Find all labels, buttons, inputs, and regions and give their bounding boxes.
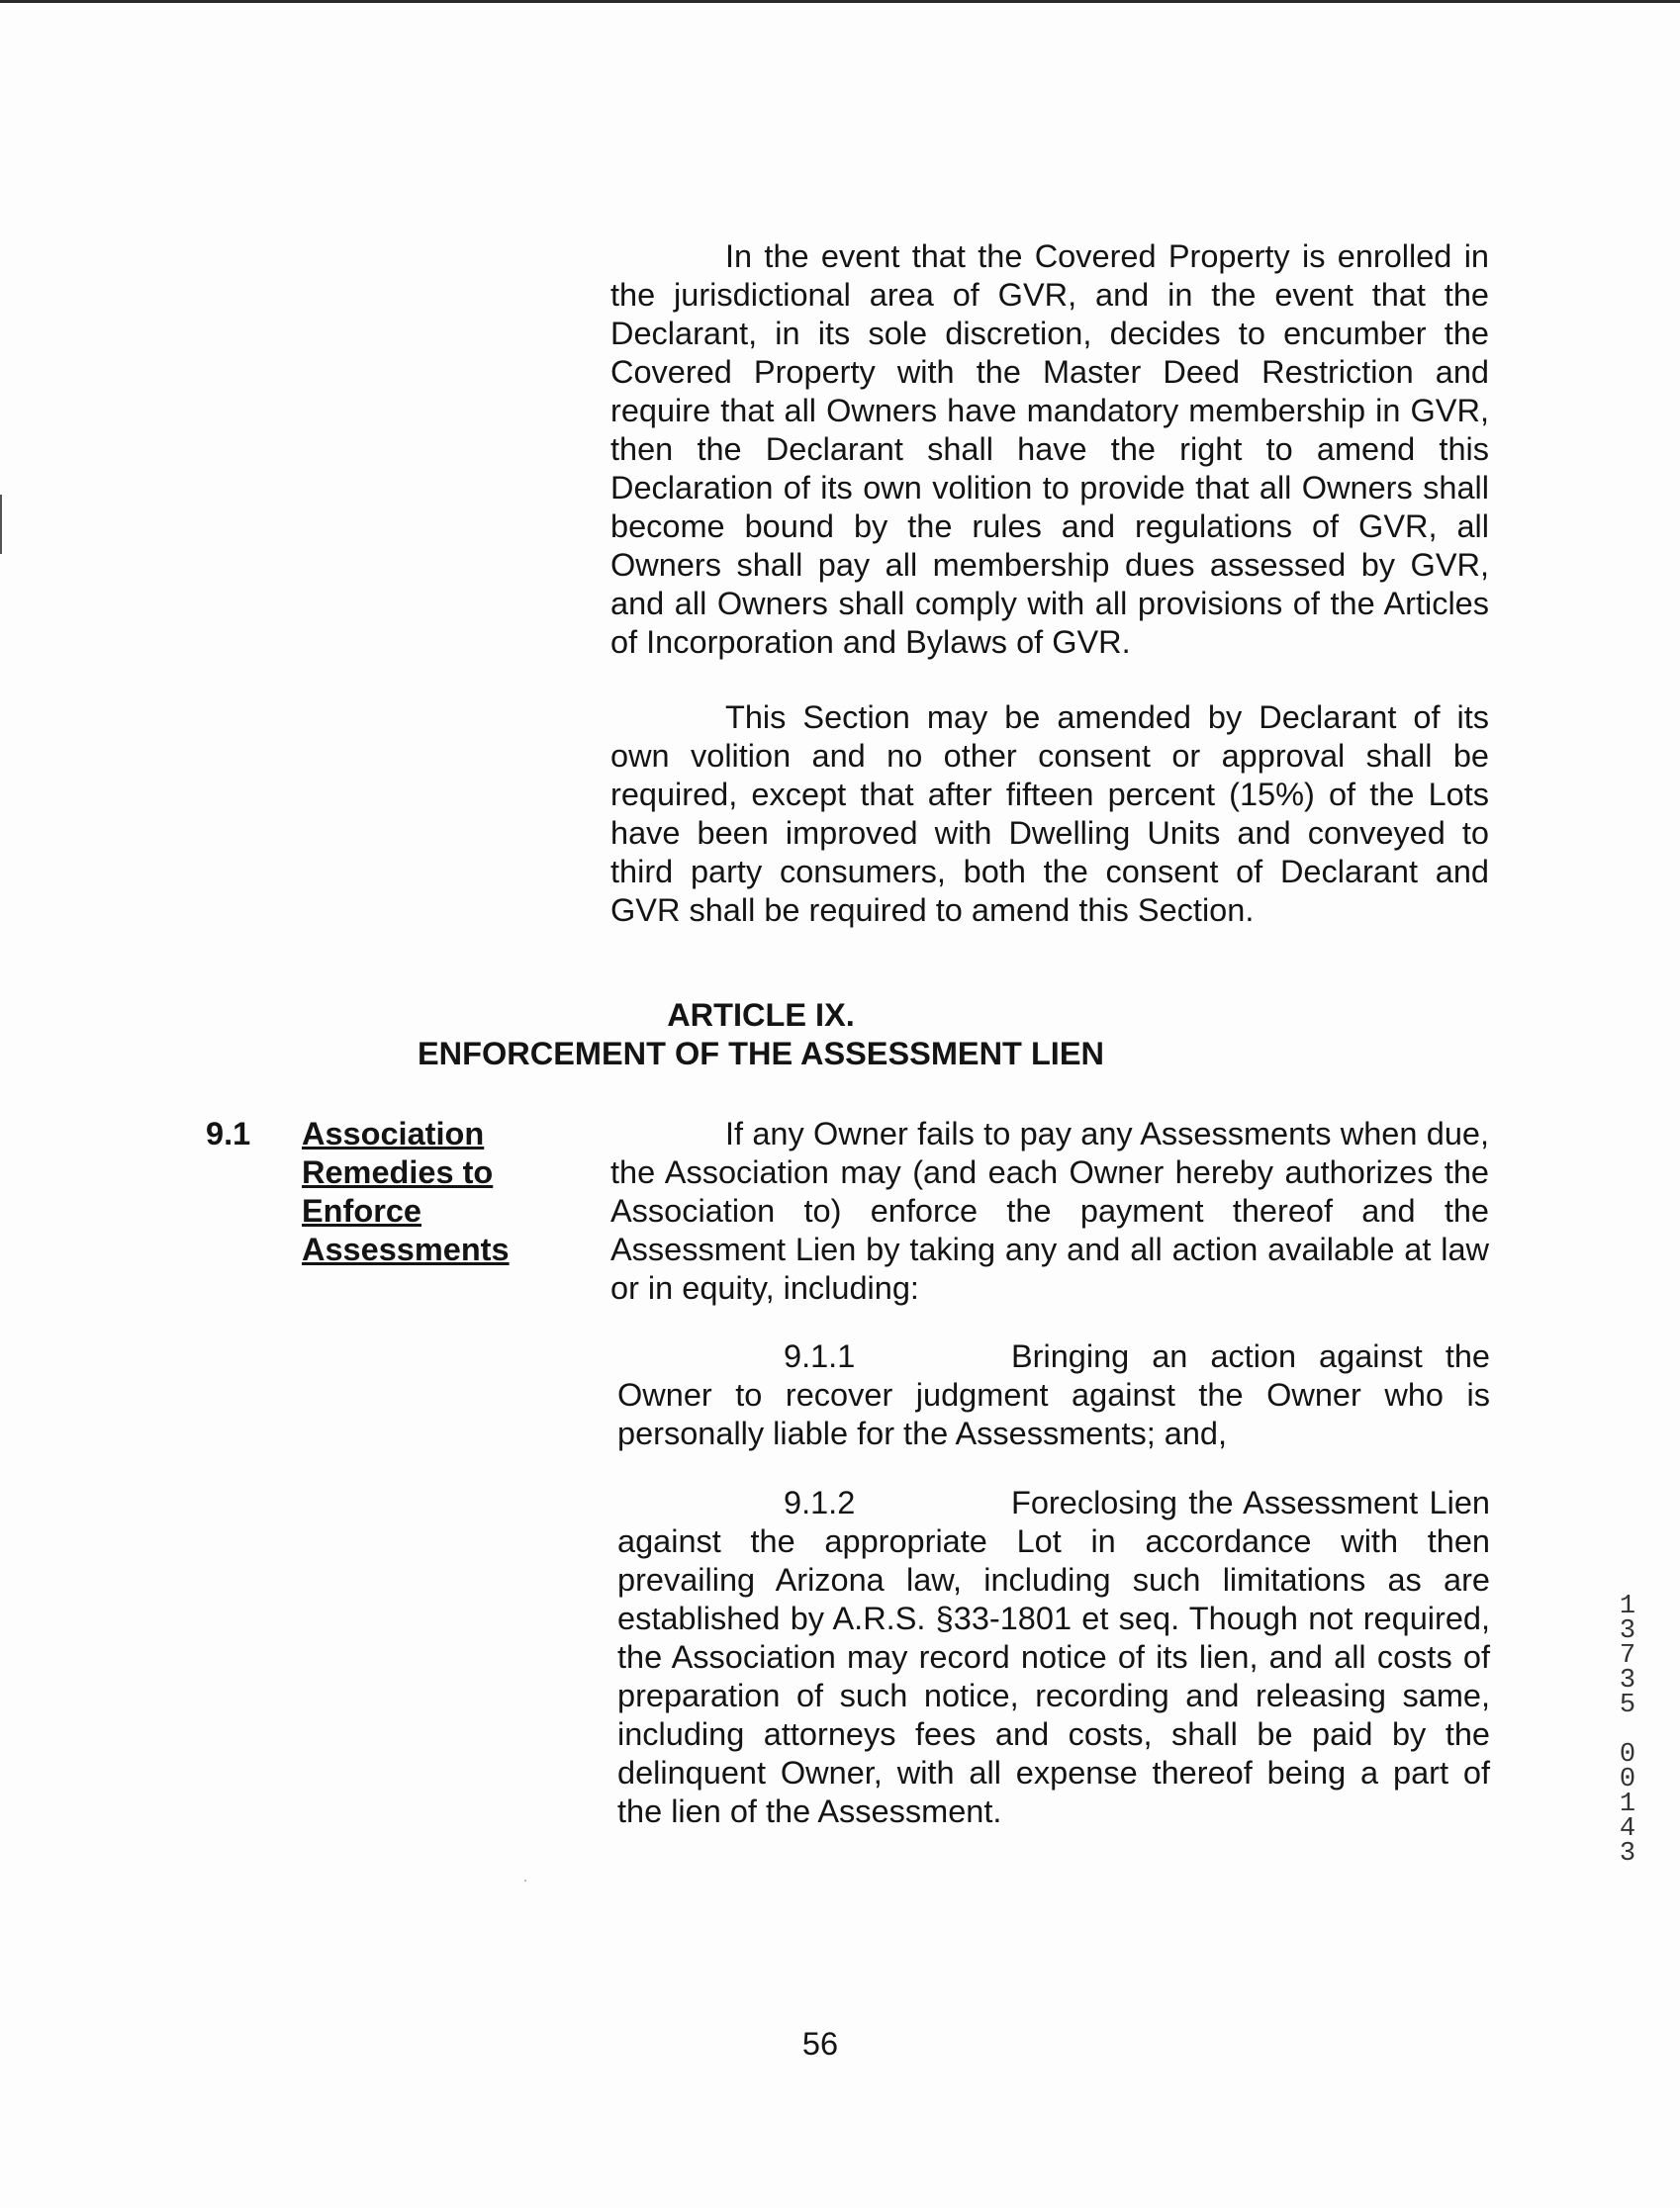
stamp-digit: 3 [1619, 1666, 1636, 1696]
section-title-line: Association [302, 1116, 485, 1151]
stamp-digit: 1 [1619, 1790, 1636, 1819]
stamp-digit: 1 [1619, 1592, 1636, 1621]
stamp-digit: 3 [1619, 1839, 1636, 1869]
subsection-number: 9.1.1 [784, 1338, 856, 1374]
section-title-line: Remedies to [302, 1154, 494, 1190]
stamp-digit: 3 [1619, 1616, 1636, 1646]
stamp-digit: 5 [1619, 1691, 1636, 1720]
subsection-9-1-2 [617, 1484, 1490, 1831]
stamp-digit: 0 [1619, 1740, 1636, 1770]
article-number: ARTICLE IX. [667, 997, 855, 1033]
section-number: 9.1 [206, 1116, 251, 1151]
subsection-text: Foreclosing the Assessment Lien against the appropriate Lot in accordance with then prevailing Arizona law, including such limitations as are established by A.R.S. §33-1801 et seq. Though not required, the Association may record notice of its lien, and all costs of preparation of such notice, recording and releasing same, including attorneys fees and costs, shall be paid by the delinquent Owner, with all expense thereof being a part of the lien of the Assessment. [617, 1485, 1490, 1829]
paragraph-gvr-membership: In the event that the Covered Property is enrolled in the jurisdictional area of GVR, and in the event that the Declarant, in its sole discretion, decides to encumber the Covered Property with the Master Deed Restriction and require that all Owners have mandatory membership in GVR, then the Declarant shall have the right to amend this Declaration of its own volition to provide that all Owners shall become bound by the rules and regulations of GVR, all Owners shall pay all membership dues assessed by GVR, and all Owners shall comply with all provisions of the Articles of Incorporation and Bylaws of GVR. [610, 238, 1489, 660]
stamp-digit: 4 [1619, 1814, 1636, 1844]
section-title-line: Enforce [302, 1193, 422, 1229]
section-body: If any Owner fails to pay any Assessments when due, the Association may (and each Owner hereby authorizes the Association to) enforce the payment thereof and the Assessment Lien by taking any and all action available at law or in equity, including: [610, 1116, 1489, 1306]
section-title-line: Assessments [302, 1232, 510, 1267]
scan-speck [524, 1880, 526, 1882]
subsection-9-1-1 [617, 1337, 1490, 1453]
recording-stamp [1613, 1592, 1642, 1869]
scan-border-top [0, 0, 1680, 3]
section-title [302, 1115, 539, 1269]
stamp-digit: 0 [1619, 1765, 1636, 1794]
scan-border-left [0, 495, 2, 554]
subsection-number: 9.1.2 [784, 1485, 856, 1520]
paragraph-amendment: This Section may be amended by Declarant of its own volition and no other consent or approval shall be required, except that after fifteen percent (15%) of the Lots have been improved with Dwelling Units and conveyed to third party consumers, both the consent of Declarant and GVR shall be required to amend this Section. [610, 699, 1489, 928]
page-number: 56 [801, 2026, 839, 2062]
article-title: ENFORCEMENT OF THE ASSESSMENT LIEN [418, 1036, 1104, 1071]
stamp-digit: 7 [1619, 1641, 1636, 1671]
subsection-text: Bringing an action against the Owner to recover judgment against the Owner who is personally liable for the Assessments; and, [617, 1338, 1490, 1451]
